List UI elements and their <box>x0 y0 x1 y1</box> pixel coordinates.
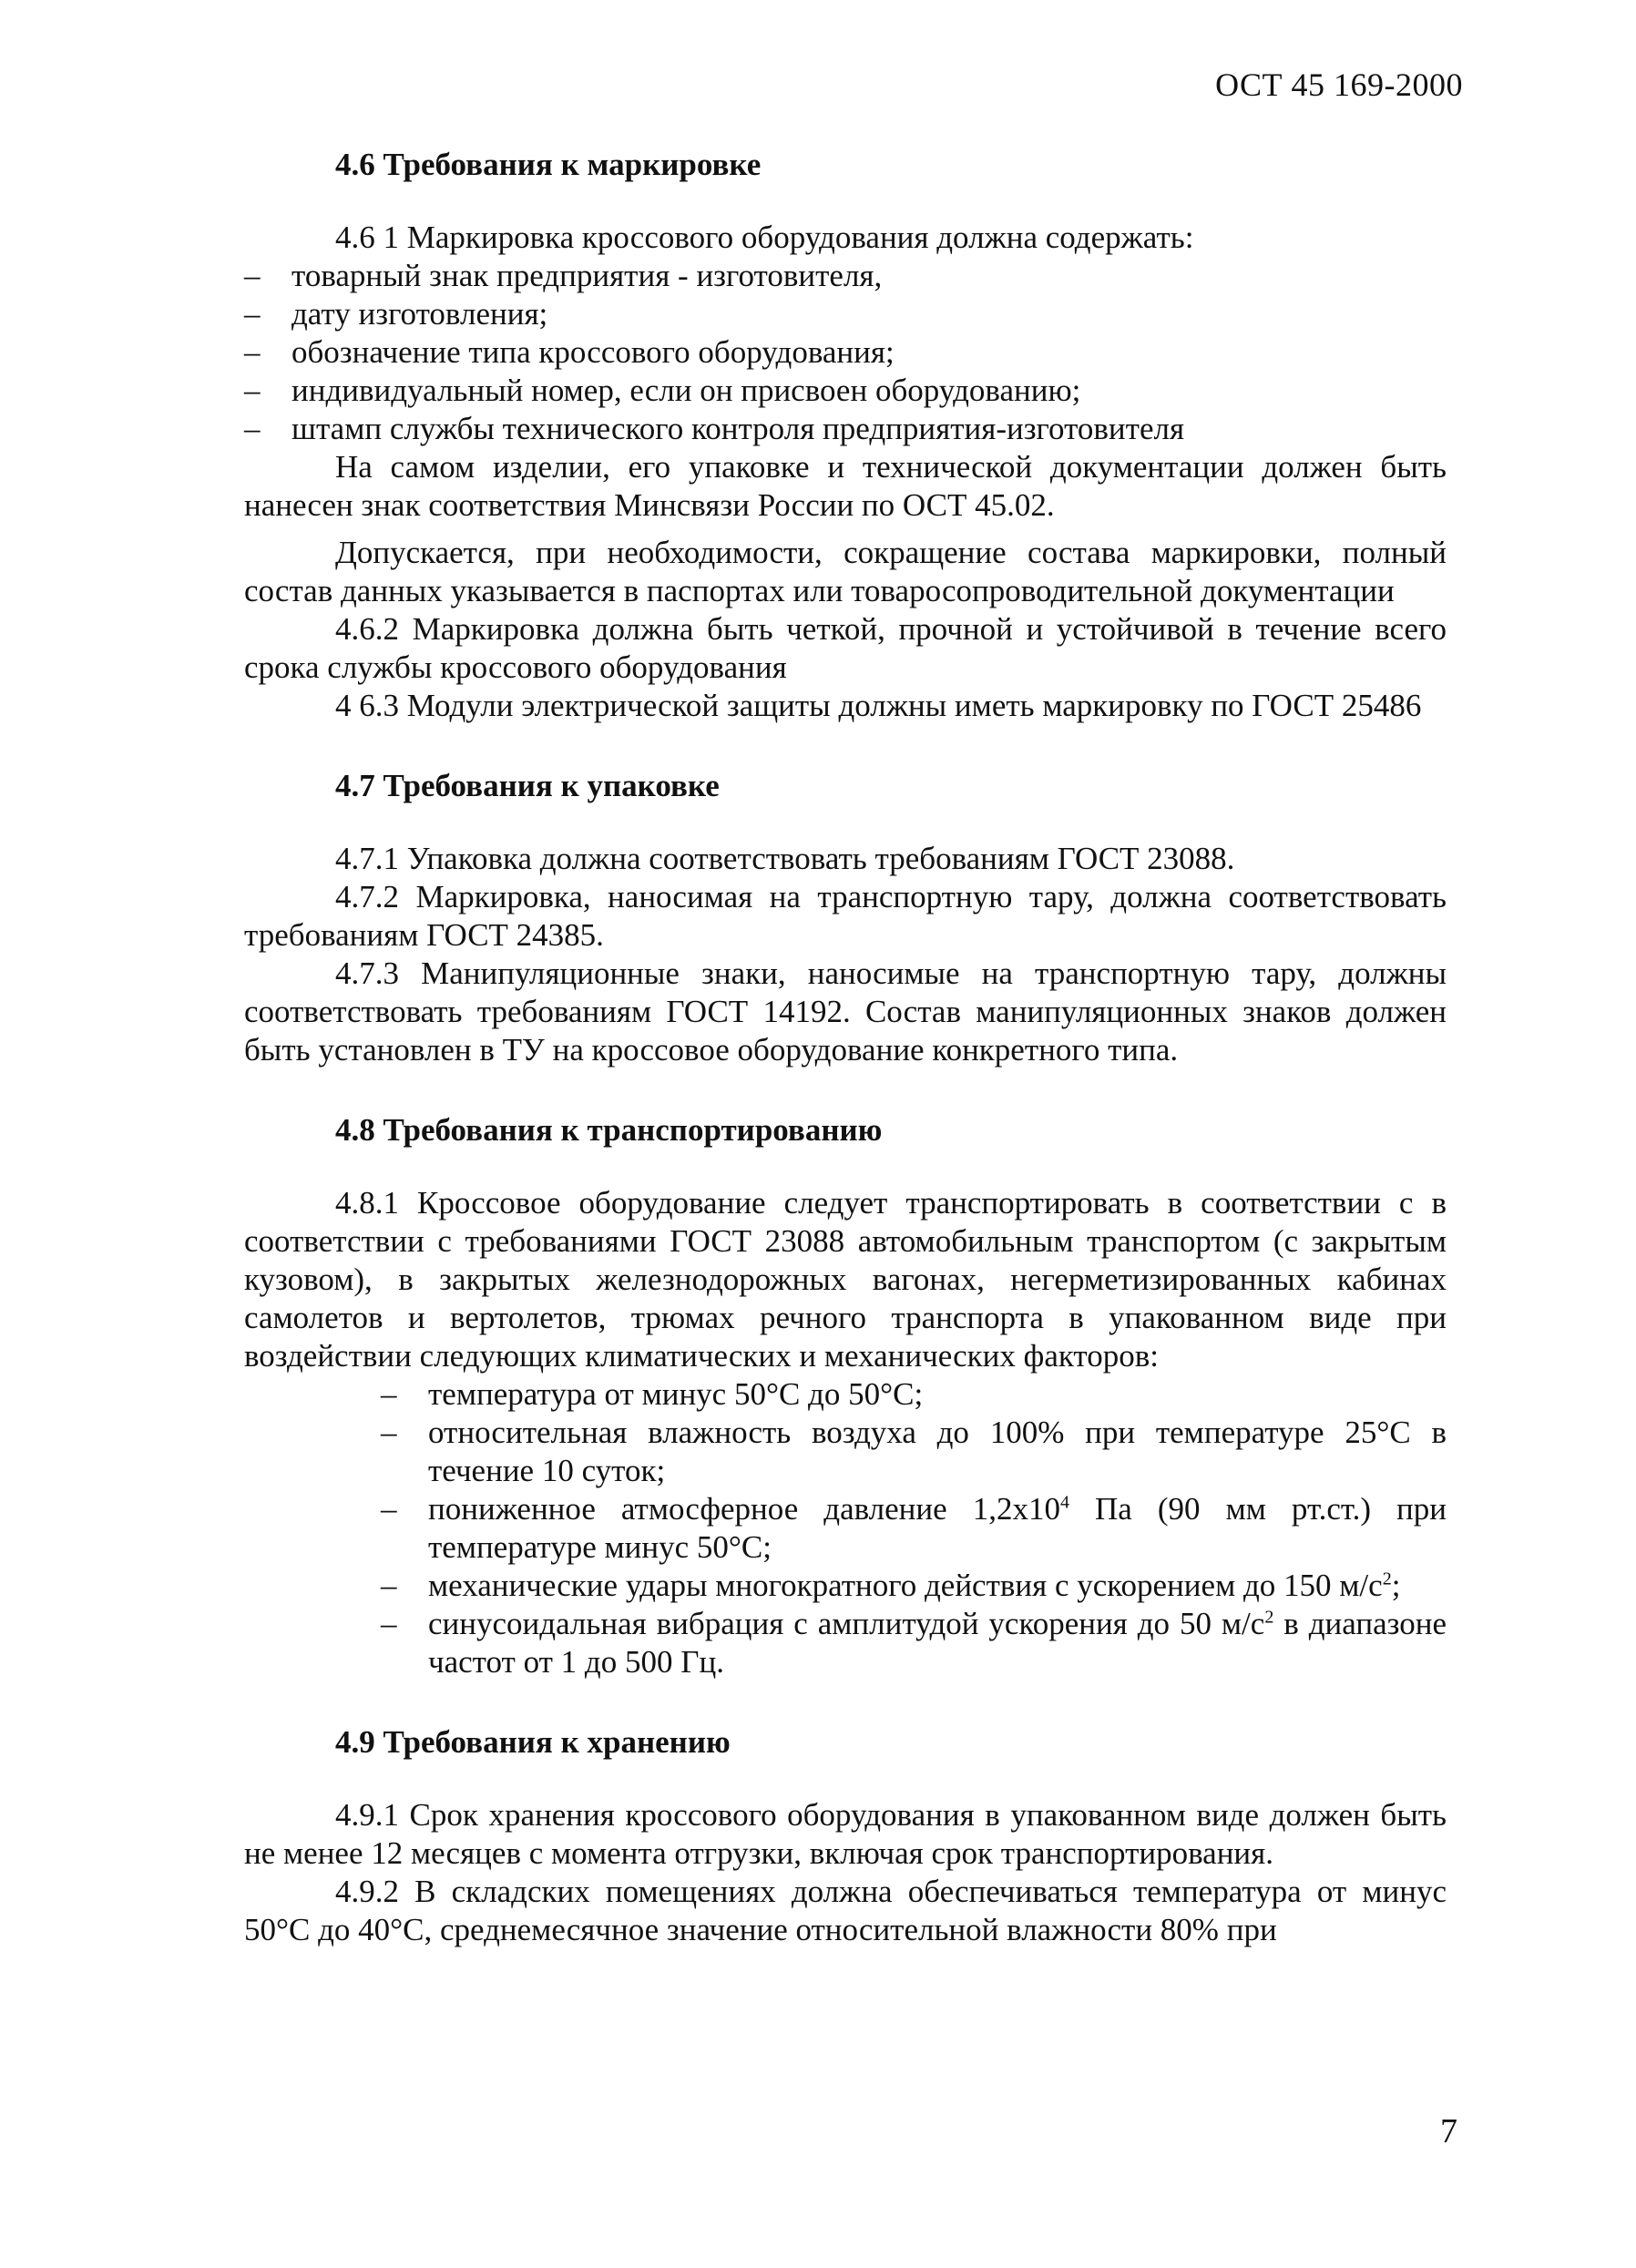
list-item-text: относительная влажность воздуха до 100% при температуре 25°С в течение 10 суток; <box>428 1415 1447 1488</box>
paragraph-4-9-1: 4.9.1 Срок хранения кроссового оборудования в упакованном виде должен быть не менее 12 месяцев с момента отгрузки, включая срок транспортирования. <box>244 1797 1447 1871</box>
section-heading-4-9: 4.9 Требования к хранению <box>335 1724 731 1760</box>
marking-requirements-list <box>244 257 1447 448</box>
list-item-text: пониженное атмосферное давление 1,2x10 <box>428 1491 1060 1527</box>
paragraph-4-7-3: 4.7.3 Манипуляционные знаки, наносимые на транспортную тару, должны соответствовать требованиям ГОСТ 14192. Состав манипуляционных знаков должен быть установлен в ТУ на кроссовое оборудование конкретного типа. <box>244 955 1447 1068</box>
list-item-text: синусоидальная вибрация с амплитудой ускорения до 50 м/с <box>428 1606 1265 1641</box>
list-item: – обозначение типа кроссового оборудования; <box>244 333 1447 372</box>
list-item-text: Па (90 мм рт.ст.) при температуре минус 50°С; <box>428 1491 1447 1565</box>
section-heading-4-6: 4.6 Требования к маркировке <box>335 147 762 182</box>
document-code: ОСТ 45 169-2000 <box>1215 66 1463 103</box>
paragraph-4-6-1: 4.6 1 Маркировка кроссового оборудования должна содержать: <box>335 220 1194 255</box>
superscript: 4 <box>1059 1492 1069 1513</box>
superscript: 2 <box>1264 1607 1274 1628</box>
list-item: – товарный знак предприятия - изготовителя, <box>244 257 1447 295</box>
list-item-text: в диапазоне частот от 1 до 500 Гц. <box>428 1606 1447 1680</box>
list-item: – дату изготовления; <box>244 295 1447 333</box>
paragraph-4-8-1: 4.8.1 Кроссовое оборудование следует транспортировать в соответствии с в соответствии с требованиями ГОСТ 23088 автомобильным транспортом (с закрытым кузовом), в закрытых железнодорожных вагонах, негерметизированных кабинах самолетов и вертолетов, трюмах речного транспорта в упакованном виде при воздействии следующих климатических и механических факторов: <box>244 1185 1447 1374</box>
list-item-text: механические удары многократного действия с ускорением до 150 м/с <box>428 1568 1383 1603</box>
paragraph-4-6-3: 4 6.3 Модули электрической защиты должны иметь маркировку по ГОСТ 25486 <box>335 688 1422 723</box>
document-body <box>244 146 1447 1949</box>
list-item-text: ; <box>1391 1568 1401 1603</box>
section-heading-4-7: 4.7 Требования к упаковке <box>335 768 720 803</box>
list-item: – индивидуальный номер, если он присвоен оборудованию; <box>244 372 1447 410</box>
transport-factors-list <box>381 1375 1447 1681</box>
paragraph-4-7-2: 4.7.2 Маркировка, наносимая на транспортную тару, должна соответствовать требованиям ГОСТ 24385. <box>244 879 1447 953</box>
paragraph-conformity-mark: На самом изделии, его упаковке и технической документации должен быть нанесен знак соответствия Минсвязи России по ОСТ 45.02. <box>244 449 1447 523</box>
section-heading-4-8: 4.8 Требования к транспортированию <box>335 1112 883 1148</box>
paragraph-4-6-2: 4.6.2 Маркировка должна быть четкой, прочной и устойчивой в течение всего срока службы кроссового оборудования <box>244 611 1447 685</box>
list-item: – штамп службы технического контроля предприятия-изготовителя <box>244 410 1447 448</box>
paragraph-4-7-1: 4.7.1 Упаковка должна соответствовать требованиям ГОСТ 23088. <box>335 841 1235 876</box>
list-item <box>381 1490 1447 1567</box>
page-number: 7 <box>1440 2112 1457 2151</box>
paragraph-reduced-marking: Допускается, при необходимости, сокращение состава маркировки, полный состав данных указывается в паспортах или товаросопроводительной документации <box>244 535 1447 608</box>
list-item <box>381 1414 1447 1490</box>
superscript: 2 <box>1382 1568 1392 1589</box>
list-item <box>381 1567 1447 1605</box>
list-item <box>381 1375 1447 1414</box>
list-item <box>381 1605 1447 1681</box>
paragraph-4-9-2: 4.9.2 В складских помещениях должна обеспечиваться температура от минус 50°С до 40°С, среднемесячное значение относительной влажности 80% при <box>244 1874 1447 1947</box>
list-item-text: температура от минус 50°С до 50°С; <box>428 1376 924 1412</box>
